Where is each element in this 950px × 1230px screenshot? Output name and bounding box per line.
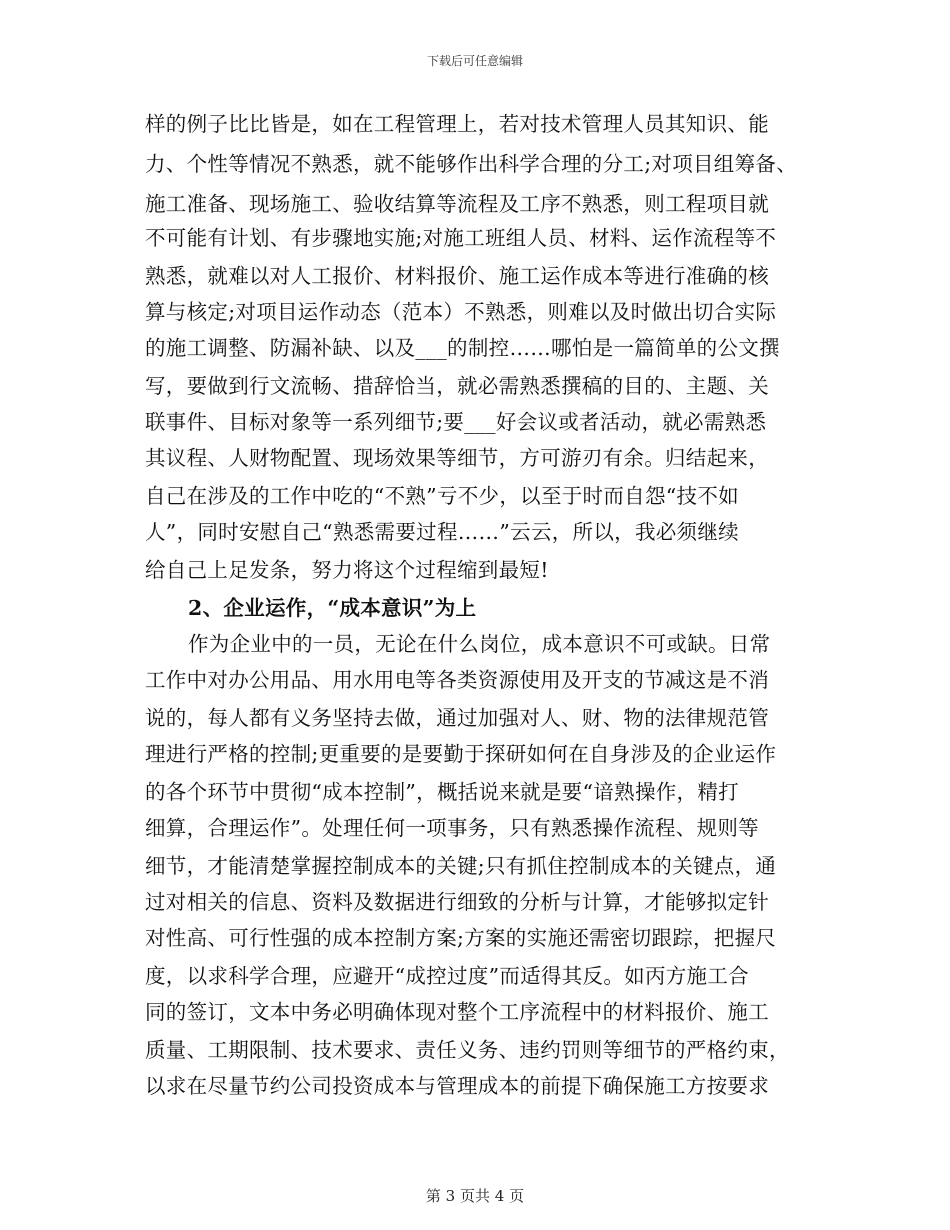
text-line: 样的例子比比皆是，如在工程管理上，若对技术管理人员其知识、能 [145, 112, 769, 136]
text-line: 施工准备、现场施工、验收结算等流程及工序不熟悉，则工程项目就 [145, 192, 769, 216]
text-line: 以求在尽量节约公司投资成本与管理成本的前提下确保施工方按要求 [145, 1074, 769, 1098]
text-line: 作为企业中的一员，无论在什么岗位，成本意识不可或缺。日常 [188, 632, 771, 656]
text-line: 自己在涉及的工作中吃的“不熟”亏不少，以至于时而自怨“技不如 [145, 484, 739, 508]
section-heading: 2、企业运作，“成本意识”为上 [188, 596, 477, 620]
page-footer: 第 3 页共 4 页 [425, 1187, 525, 1205]
text-line: 的施工调整、防漏补缺、以及___的制控……哪怕是一篇简单的公文撰 [145, 336, 780, 360]
text-line: 同的签订，文本中务必明确体现对整个工序流程中的材料报价、施工 [145, 1000, 769, 1024]
text-line: 人”，同时安慰自己“熟悉需要过程……”云云，所以，我必须继续 [145, 520, 739, 544]
text-line: 理进行严格的控制;更重要的是要勤于探研如何在自身涉及的企业运作 [145, 742, 777, 766]
text-line: 细节，才能清楚掌握控制成本的关键;只有抓住控制成本的关键点，通 [145, 854, 777, 878]
text-line: 不可能有计划、有步骤地实施;对施工班组人员、材料、运作流程等不 [145, 226, 777, 250]
text-line: 联事件、目标对象等一系列细节;要___好会议或者活动，就必需熟悉 [145, 410, 767, 434]
text-line: 力、个性等情况不熟悉，就不能够作出科学合理的分工;对项目组筹备、 [145, 152, 798, 176]
text-line: 熟悉，就难以对人工报价、材料报价、施工运作成本等进行准确的核 [145, 264, 769, 288]
text-line: 说的，每人都有义务坚持去做，通过加强对人、财、物的法律规范管 [145, 706, 769, 730]
text-line: 对性高、可行性强的成本控制方案;方案的实施还需密切跟踪，把握尺 [145, 926, 777, 950]
text-line: 工作中对办公用品、用水用电等各类资源使用及开支的节减这是不消 [145, 668, 769, 692]
text-line: 其议程、人财物配置、现场效果等细节，方可游刃有余。归结起来， [145, 446, 769, 470]
text-line: 算与核定;对项目运作动态（范本）不熟悉，则难以及时做出切合实际 [145, 300, 777, 324]
text-line: 质量、工期限制、技术要求、责任义务、违约罚则等细节的严格约束， [145, 1038, 790, 1062]
text-line: 过对相关的信息、资料及数据进行细致的分析与计算，才能够拟定针 [145, 890, 769, 914]
text-line: 的各个环节中贯彻“成本控制”，概括说来就是要“谙熟操作，精打 [145, 780, 739, 804]
text-line: 给自己上足发条，努力将这个过程缩到最短! [145, 558, 549, 582]
text-line: 写，要做到行文流畅、措辞恰当，就必需熟悉撰稿的目的、主题、关 [145, 374, 769, 398]
text-line: 度，以求科学合理，应避开“成控过度”而适得其反。如丙方施工合 [145, 964, 749, 988]
page-header: 下载后可任意编辑 [426, 54, 523, 68]
text-line: 细算，合理运作”。处理任何一项事务，只有熟悉操作流程、规则等 [145, 816, 759, 840]
